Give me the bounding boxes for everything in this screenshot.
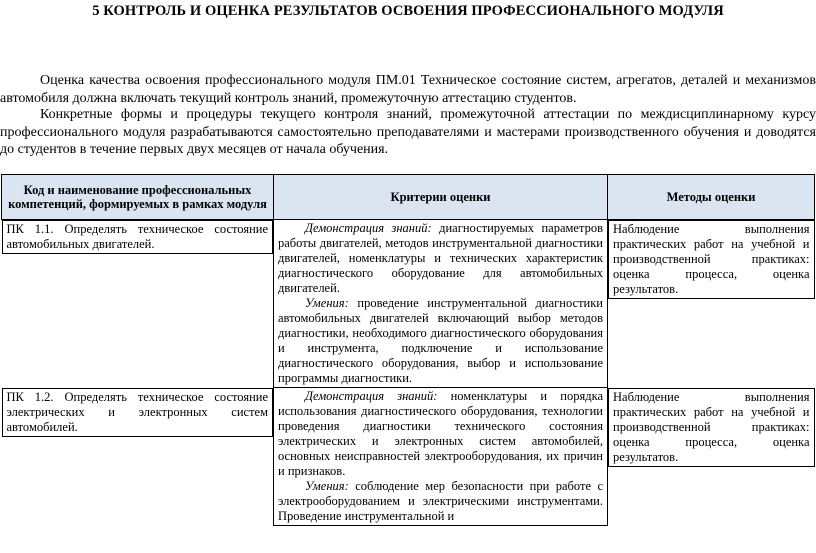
method-cell: Наблюдение выполнения практических работ на учебной и производственной практиках: оценка процесса, оценка результатов. [608,220,815,299]
skills-label: Умения: [305,296,349,310]
intro-paragraph-2: Конкретные формы и процедуры текущего контроля знаний, промежуточной аттестации по междисциплинарному курсу профессионального модуля разрабатываются самостоятельно преподавателями и мастерами производственного обучения и доводятся до студентов в течение первых двух месяцев от начала обучения. [0,107,816,157]
skills-text: соблюдение мер безопасности при работе с электрооборудованием и электрическими инструментами. Проведение инструментальной и [278,479,604,523]
table-header-row [2,175,815,220]
criteria-cell [274,220,608,388]
assessment-table [1,174,815,526]
demo-label: Демонстрация знаний: [305,389,438,403]
competency-cell: ПК 1.1. Определять техническое состояние автомобильных двигателей. [2,220,274,254]
demo-text: номенклатуры и порядка использования диагностического оборудования, технологии проведения диагностики технического состояния электрических и электронных систем автомобилей, основных неисправностей электрооборудования, их причин и признаков. [278,389,604,478]
header-criteria: Критерии оценки [274,175,608,220]
method-cell: Наблюдение выполнения практических работ на учебной и производственной практиках: оценка процесса, оценка результатов. [608,388,815,467]
skills-label: Умения: [305,479,349,493]
criteria-cell [274,388,608,526]
header-competencies: Код и наименование профессиональных компетенций, формируемых в рамках модуля [2,175,274,220]
demo-text: диагностируемых параметров работы двигателей, методов инструментальной диагностики двигателей, номенклатуры и технических характеристик диагностического оборудование для автомобильных двигателей. [278,221,604,295]
table-row [2,220,815,388]
table-row [2,388,815,526]
demo-label: Демонстрация знаний: [305,221,432,235]
competency-cell: ПК 1.2. Определять техническое состояние электрических и электронных систем автомобилей. [2,388,274,437]
header-methods: Методы оценки [608,175,815,220]
intro-paragraph-1: Оценка качества освоения профессионального модуля ПМ.01 Техническое состояние систем, агрегатов, деталей и механизмов автомобиля должна включать текущий контроль знаний, промежуточную аттестацию студентов. [0,73,816,106]
section-title: 5 КОНТРОЛЬ И ОЦЕНКА РЕЗУЛЬТАТОВ ОСВОЕНИЯ ПРОФЕССИОНАЛЬНОГО МОДУЛЯ [92,3,724,19]
skills-text: проведение инструментальной диагностики автомобильных двигателей включающий выбор методов диагностики, необходимого диагностического оборудования и инструмента, подключение и использование диагностического оборудования, выбор и использование программы диагностики. [278,296,603,385]
